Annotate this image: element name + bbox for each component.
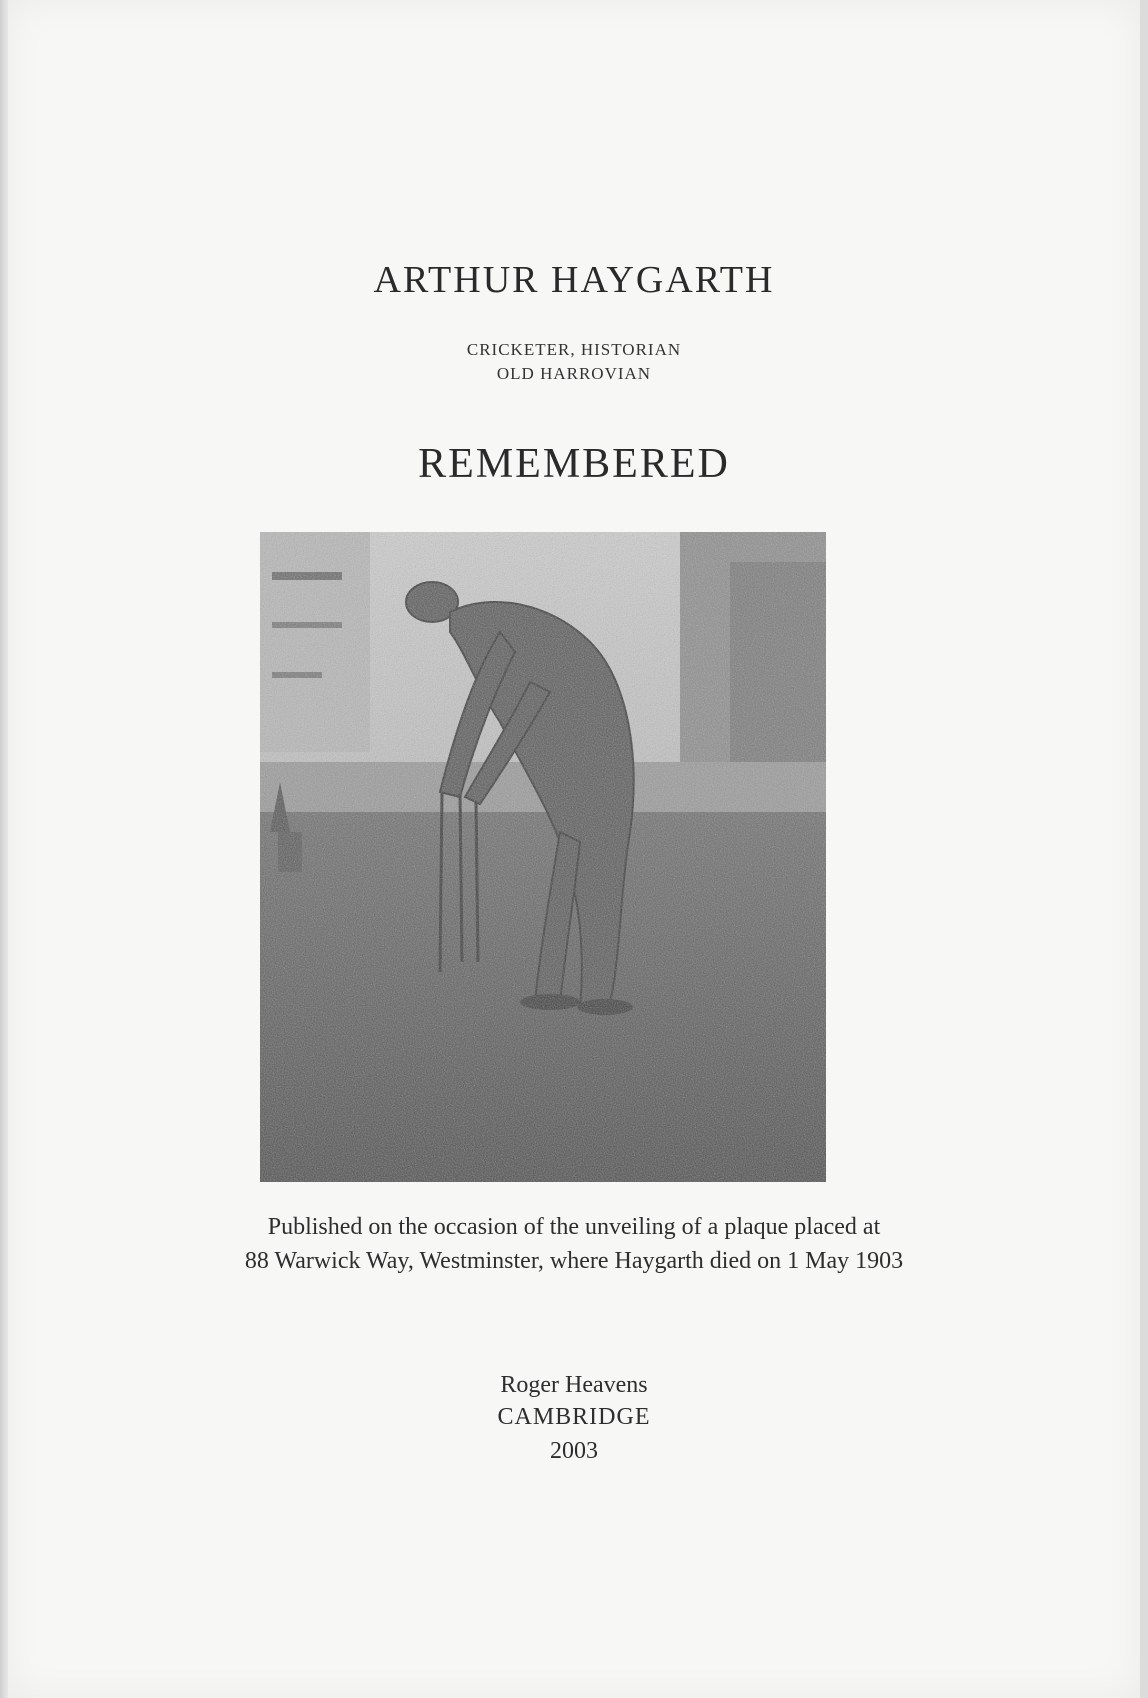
caption-line2: 88 Warwick Way, Westminster, where Haygarth died on 1 May 1903 — [244, 1248, 904, 1274]
cover-title: ARTHUR HAYGARTH — [373, 259, 775, 301]
publisher-author: Roger Heavens — [500, 1372, 648, 1398]
cover-heading: REMEMBERED — [418, 441, 730, 487]
cover-subtitle-line1: CRICKETER, HISTORIAN — [466, 340, 682, 359]
publication-year: 2003 — [550, 1438, 598, 1464]
cover-subtitle-line2: OLD HARROVIAN — [496, 364, 652, 383]
cover-photo — [260, 532, 826, 1182]
page-edge — [0, 0, 8, 1698]
publisher-place: CAMBRIDGE — [497, 1404, 651, 1430]
caption-line1: Published on the occasion of the unveiling of a plaque placed at — [267, 1214, 881, 1240]
booklet-cover — [8, 0, 1140, 1698]
